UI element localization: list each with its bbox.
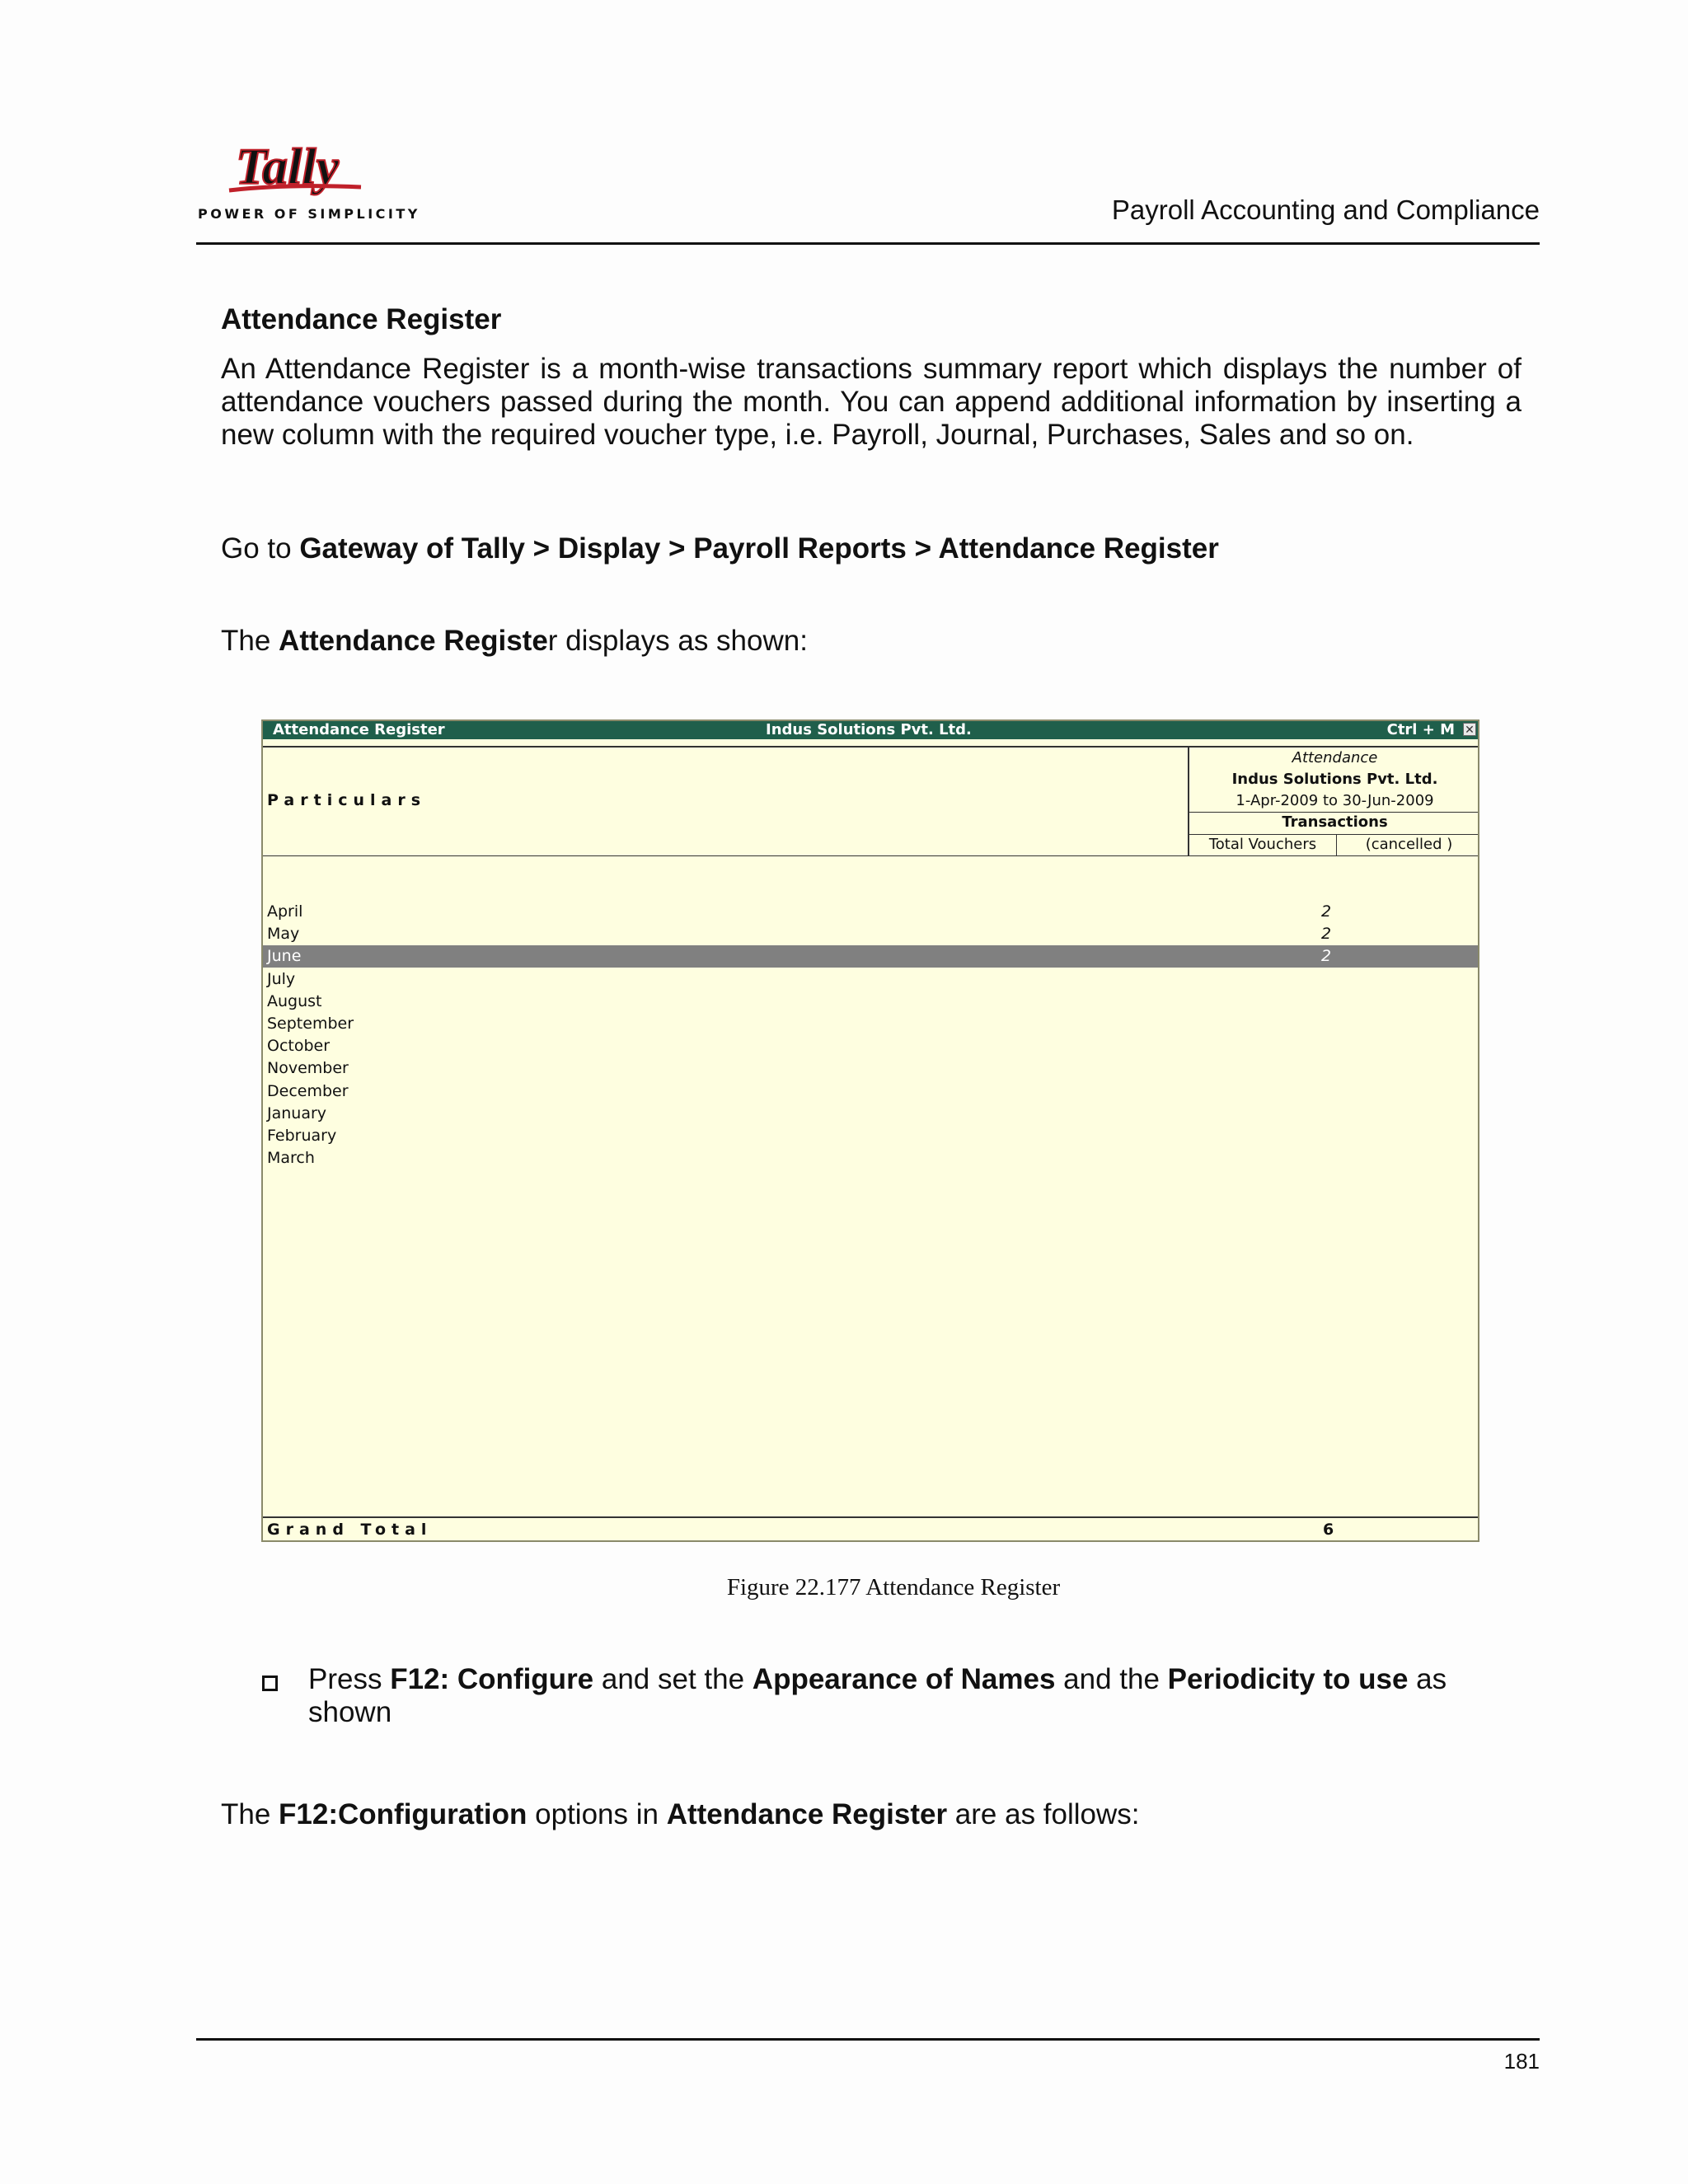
config-text-1: The <box>221 1798 279 1830</box>
row-month: June <box>267 947 302 966</box>
transactions-line <box>1188 834 1478 835</box>
table-row[interactable] <box>263 1147 1478 1169</box>
column-attendance: Attendance <box>1292 749 1378 766</box>
goto-prefix: Go to <box>221 532 300 565</box>
logo-tagline: POWER OF SIMPLICITY <box>198 206 420 222</box>
window-title: Attendance Register <box>273 721 445 738</box>
bullet-bold-1: F12: Configure <box>390 1663 594 1695</box>
navigation-path <box>221 532 1219 565</box>
row-total-vouchers: 2 <box>1321 925 1332 944</box>
grand-total-value: 6 <box>1323 1521 1334 1539</box>
intro-paragraph: An Attendance Register is a month-wise transactions summary report which displays the number of attendance vouchers passed during the month. You can append additional information by inserting a new column with the required voucher type, i.e. Payroll, Journal, Purchases, Sales and so on. <box>221 353 1522 451</box>
table-row[interactable] <box>263 1035 1478 1057</box>
bullet-bold-2: Appearance of Names <box>752 1663 1056 1695</box>
page-number: 181 <box>1503 2049 1540 2074</box>
row-total-vouchers: 2 <box>1321 902 1332 921</box>
window-shortcut[interactable]: Ctrl + M <box>1386 721 1455 738</box>
bullet-text-2: and set the <box>593 1663 753 1695</box>
table-row[interactable] <box>263 1013 1478 1035</box>
header-divider <box>196 242 1540 245</box>
shown-prefix: The <box>221 625 279 657</box>
figure-caption: Figure 22.177 Attendance Register <box>726 1574 1061 1601</box>
row-month: May <box>267 925 300 944</box>
grand-total-label: Grand Total <box>267 1521 433 1539</box>
header-top-line <box>263 746 1478 748</box>
attendance-register-window <box>261 719 1479 1542</box>
table-row[interactable] <box>263 1057 1478 1080</box>
config-text-2: options in <box>527 1798 667 1830</box>
table-row[interactable] <box>263 901 1478 923</box>
config-sentence <box>221 1798 1140 1831</box>
period-line <box>1188 812 1478 813</box>
row-month: February <box>267 1127 337 1145</box>
config-bold-2: Attendance Register <box>666 1798 948 1830</box>
table-row[interactable] <box>263 1103 1478 1125</box>
column-transactions: Transactions <box>1282 813 1388 831</box>
bullet-bold-3: Periodicity to use <box>1167 1663 1409 1695</box>
row-month: November <box>267 1059 349 1078</box>
bullet-instruction <box>308 1663 1522 1729</box>
section-title: Attendance Register <box>221 303 502 335</box>
window-company: Indus Solutions Pvt. Ltd. <box>766 721 972 738</box>
table-row[interactable] <box>263 968 1478 991</box>
row-month: April <box>267 902 303 921</box>
table-row[interactable] <box>263 945 1478 968</box>
goto-path: Gateway of Tally > Display > Payroll Reports > Attendance Register <box>299 532 1219 565</box>
column-period: 1-Apr-2009 to 30-Jun-2009 <box>1236 792 1434 809</box>
table-row[interactable] <box>263 923 1478 945</box>
logo-text: Tally <box>236 139 340 195</box>
table-row[interactable] <box>263 1080 1478 1103</box>
row-month: September <box>267 1015 354 1033</box>
column-cancelled: (cancelled ) <box>1365 836 1453 853</box>
tally-logo-icon <box>196 136 394 210</box>
column-company: Indus Solutions Pvt. Ltd. <box>1231 771 1438 788</box>
grand-total-line <box>263 1516 1478 1518</box>
table-row[interactable] <box>263 1125 1478 1147</box>
particulars-header: Particulars <box>267 791 427 809</box>
bullet-text-4: as shown <box>308 1663 1447 1728</box>
header-bottom-line <box>263 855 1478 856</box>
shown-bold: Attendance Registe <box>279 625 548 657</box>
row-month: March <box>267 1149 315 1168</box>
header-title: Payroll Accounting and Compliance <box>1111 194 1540 225</box>
row-month: December <box>267 1081 349 1100</box>
config-text-3: are as follows: <box>947 1798 1140 1830</box>
bullet-text-1: Press <box>308 1663 391 1695</box>
row-month: October <box>267 1037 331 1056</box>
row-month: July <box>267 969 296 988</box>
bullet-square-icon <box>262 1675 278 1691</box>
bullet-text-3: and the <box>1055 1663 1168 1695</box>
shown-sentence <box>221 625 808 658</box>
window-titlebar <box>263 721 1478 739</box>
row-month: August <box>267 991 322 1010</box>
close-icon[interactable]: ✕ <box>1463 723 1476 736</box>
shown-suffix: r displays as shown: <box>547 625 808 657</box>
table-row[interactable] <box>263 991 1478 1013</box>
config-bold-1: F12:Configuration <box>279 1798 528 1830</box>
footer-divider <box>196 2038 1540 2041</box>
row-total-vouchers: 2 <box>1321 947 1332 966</box>
column-total-vouchers: Total Vouchers <box>1208 836 1317 853</box>
row-month: January <box>267 1104 327 1122</box>
